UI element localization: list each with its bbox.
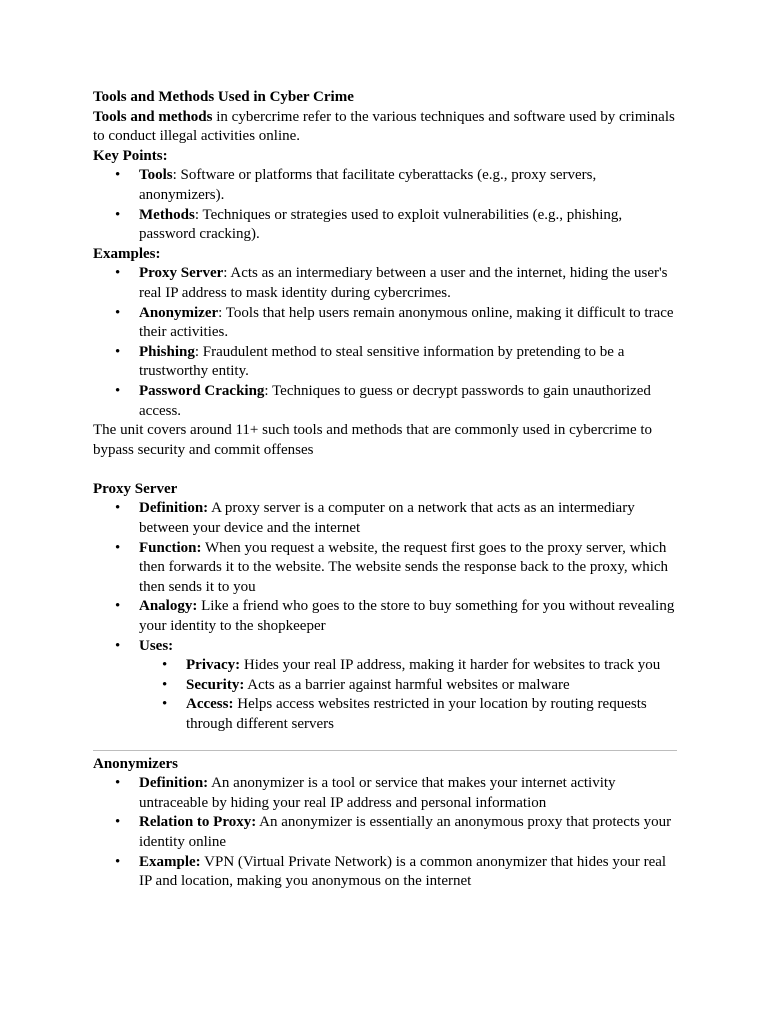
document-page bbox=[93, 88, 677, 892]
example-item: • Proxy Server: Acts as an intermediary between a user and the internet, hiding the user's real IP address to mask identity during cybercrimes. bbox=[139, 264, 677, 303]
proxy-server-uses-item: • Uses: • Privacy: Hides your real IP address, making it harder for websites to track you • Security: Acts as a barrier against harmful websites or malware • Access: Helps access websites restricted in your location by routing requests through different servers bbox=[139, 637, 677, 735]
intro-paragraph bbox=[93, 108, 677, 147]
anonymizer-item: • Example: VPN (Virtual Private Network) is a common anonymizer that hides your real IP and location, making you anonymous on the internet bbox=[139, 853, 677, 892]
example-item: • Password Cracking: Techniques to guess or decrypt passwords to gain unauthorized access. bbox=[139, 382, 677, 421]
anonymizers-heading: Anonymizers bbox=[93, 755, 178, 772]
proxy-server-uses-list bbox=[139, 656, 677, 734]
example-item: • Phishing: Fraudulent method to steal sensitive information by pretending to be a trustworthy entity. bbox=[139, 343, 677, 382]
intro-text: in cybercrime refer to the various techniques and software used by criminals to conduct illegal activities online. bbox=[93, 108, 675, 145]
key-point-item: • Methods: Techniques or strategies used to exploit vulnerabilities (e.g., phishing, password cracking). bbox=[139, 206, 677, 245]
proxy-server-item: • Definition: A proxy server is a computer on a network that acts as an intermediary between your device and the internet bbox=[139, 499, 677, 538]
examples-heading: Examples: bbox=[93, 245, 161, 262]
proxy-server-item: • Analogy: Like a friend who goes to the store to buy something for you without revealing your identity to the shopkeeper bbox=[139, 597, 677, 636]
examples-list bbox=[93, 264, 677, 421]
proxy-use-item: • Access: Helps access websites restricted in your location by routing requests through different servers bbox=[186, 695, 677, 734]
proxy-server-list bbox=[93, 499, 677, 734]
key-point-item: • Tools: Software or platforms that facilitate cyberattacks (e.g., proxy servers, anonymizers). bbox=[139, 166, 677, 205]
key-points-list bbox=[93, 166, 677, 244]
proxy-use-item: • Security: Acts as a barrier against harmful websites or malware bbox=[186, 676, 677, 696]
blank-line bbox=[93, 460, 677, 480]
intro-term: Tools and methods bbox=[93, 108, 213, 125]
anonymizer-item: • Relation to Proxy: An anonymizer is essentially an anonymous proxy that protects your identity online bbox=[139, 813, 677, 852]
proxy-server-heading: Proxy Server bbox=[93, 480, 178, 497]
summary-paragraph: The unit covers around 11+ such tools and methods that are commonly used in cybercrime to bypass security and commit offenses bbox=[93, 422, 653, 458]
proxy-server-item: • Function: When you request a website, the request first goes to the proxy server, which then forwards it to the website. The website sends the response back to the proxy, which then sends it to you bbox=[139, 539, 677, 598]
anonymizers-list bbox=[93, 774, 677, 892]
proxy-use-item: • Privacy: Hides your real IP address, making it harder for websites to track you bbox=[186, 656, 677, 676]
anonymizer-item: • Definition: An anonymizer is a tool or service that makes your internet activity untraceable by hiding your real IP address and personal information bbox=[139, 774, 677, 813]
key-points-heading: Key Points: bbox=[93, 147, 168, 164]
example-item: • Anonymizer: Tools that help users remain anonymous online, making it difficult to trace their activities. bbox=[139, 304, 677, 343]
section-divider bbox=[93, 750, 677, 751]
document-title: Tools and Methods Used in Cyber Crime bbox=[93, 89, 354, 105]
